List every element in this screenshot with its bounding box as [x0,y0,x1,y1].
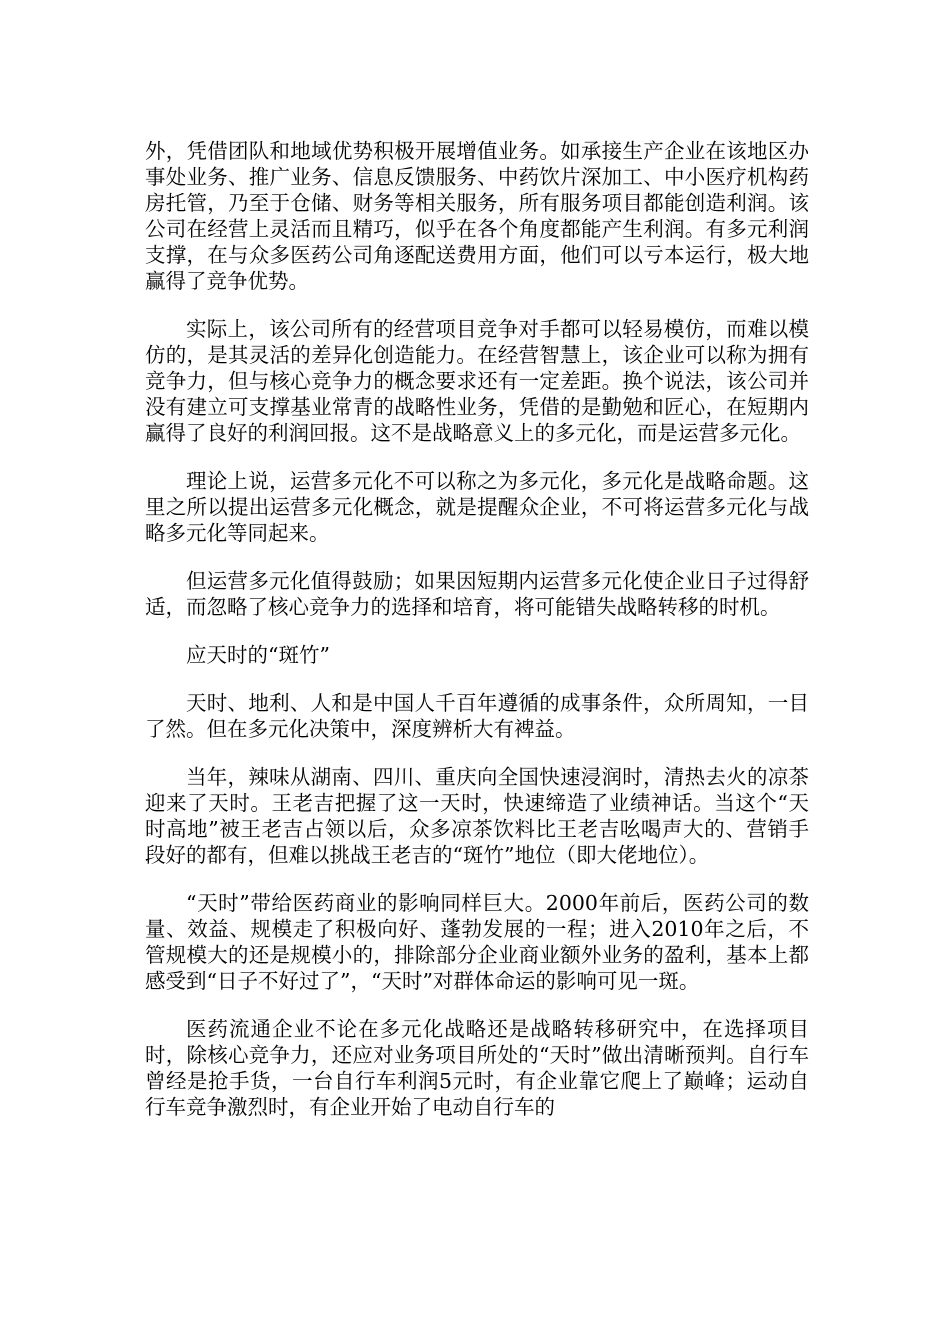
paragraph-6: 当年，辣味从湖南、四川、重庆向全国快速浸润时，清热去火的凉茶迎来了天时。王老吉把握了这一天时，快速缔造了业绩神话。当这个“天时高地”被王老吉占领以后，众多凉茶饮料比王老吉吆喝声大的、营销手段好的都有，但难以挑战王老吉的“斑竹”地位（即大佬地位）。 [145,765,809,867]
paragraph-1: 外，凭借团队和地域优势积极开展增值业务。如承接生产企业在该地区办事处业务、推广业务、信息反馈服务、中药饮片深加工、中小医疗机构药房托管，乃至于仓储、财务等相关服务，所有服务项目都能创造利润。该公司在经营上灵活而且精巧，似乎在各个角度都能产生利润。有多元利润支撑，在与众多医药公司角逐配送费用方面，他们可以亏本运行，极大地赢得了竞争优势。 [145,139,809,293]
paragraph-5: 天时、地利、人和是中国人千百年遵循的成事条件，众所周知，一目了然。但在多元化决策中，深度辨析大有裨益。 [145,691,809,741]
section-heading: 应天时的“斑竹” [186,643,330,667]
paragraph-2: 实际上，该公司所有的经营项目竞争对手都可以轻易模仿，而难以模仿的，是其灵活的差异化创造能力。在经营智慧上，该企业可以称为拥有竞争力，但与核心竞争力的概念要求还有一定差距。换个说法，该公司并没有建立可支撑基业常青的战略性业务，凭借的是勤勉和匠心，在短期内赢得了良好的利润回报。这不是战略意义上的多元化，而是运营多元化。 [145,317,809,445]
paragraph-4: 但运营多元化值得鼓励；如果因短期内运营多元化使企业日子过得舒适，而忽略了核心竞争力的选择和培育，将可能错失战略转移的时机。 [145,569,809,619]
paragraph-8: 医药流通企业不论在多元化战略还是战略转移研究中，在选择项目时，除核心竞争力，还应对业务项目所处的“天时”做出清晰预判。自行车曾经是抢手货，一台自行车利润5元时，有企业靠它爬上了巅峰；运动自行车竞争激烈时，有企业开始了电动自行车的 [145,1017,809,1119]
paragraph-3: 理论上说，运营多元化不可以称之为多元化，多元化是战略命题。这里之所以提出运营多元化概念，就是提醒众企业，不可将运营多元化与战略多元化等同起来。 [145,469,809,545]
document-page [145,138,809,1142]
paragraph-7: “天时”带给医药商业的影响同样巨大。2000年前后，医药公司的数量、效益、规模走了积极向好、蓬勃发展的一程；进入2010年之后，不管规模大的还是规模小的，排除部分企业商业额外业务的盈利，基本上都感受到“日子不好过了”，“天时”对群体命运的影响可见一斑。 [145,891,809,993]
